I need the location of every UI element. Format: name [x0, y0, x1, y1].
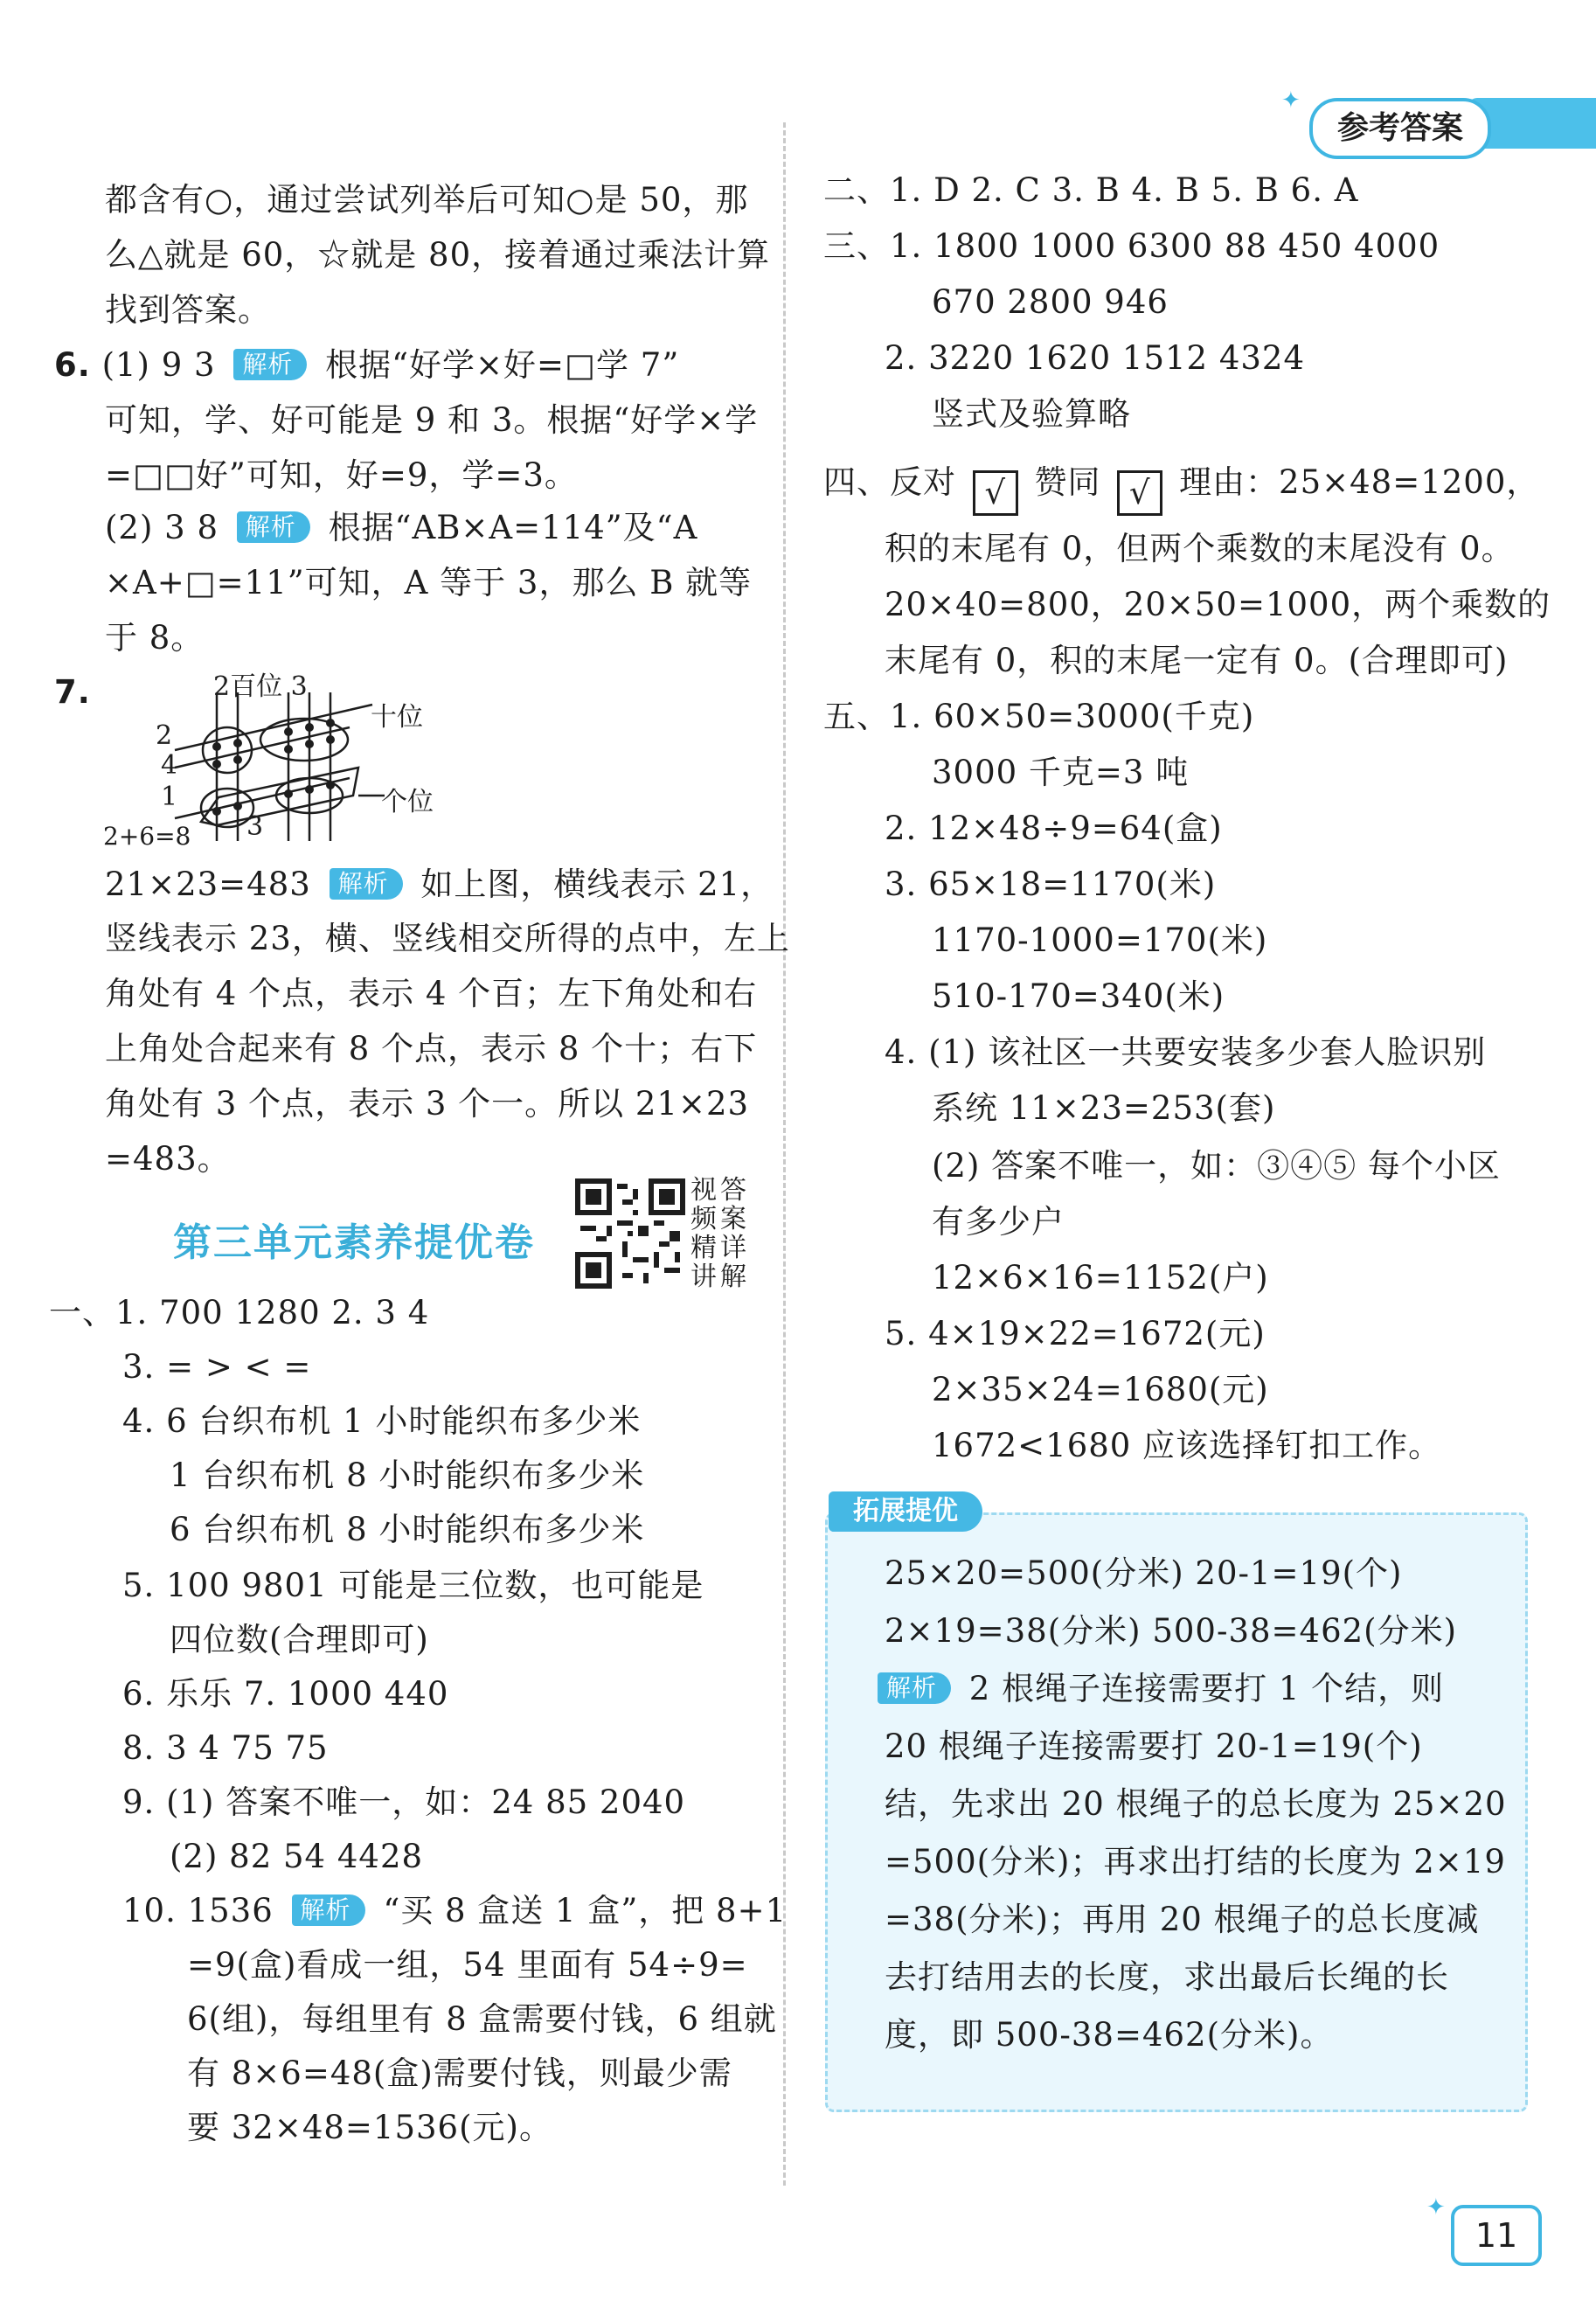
p1-line-5a: 5. 100 9801 可能是三位数，也可能是	[122, 1567, 704, 1604]
q6-line-1	[54, 344, 679, 386]
q6-p2-text: 根据“AB×A=114”及“A	[328, 509, 698, 546]
fig-units-label: 个位	[381, 787, 434, 817]
q6-line-4	[105, 507, 697, 549]
p1-line-5b: 四位数(合理即可)	[170, 1621, 429, 1658]
ext-line-6: =500(分米)；再求出打结的长度为 2×19	[885, 1843, 1506, 1881]
p3-line-3: 2. 3220 1620 1512 4324	[885, 339, 1305, 377]
p5-line-7: 4. (1) 该社区一共要安装多少套人脸识别	[885, 1033, 1487, 1071]
p5-line-8: 系统 11×23=253(套)	[932, 1089, 1276, 1127]
fig-left-2: 2	[156, 720, 173, 751]
q7-line-4: 上角处合起来有 8 个点，表示 8 个十；右下	[105, 1030, 758, 1067]
qr-caption-line: 频案	[690, 1204, 750, 1234]
q6-p1-head: (1) 9 3	[101, 346, 216, 384]
q6-line-3: =□□好”可知，好=9，学=3。	[105, 456, 578, 494]
analysis-tag: 解析	[292, 1894, 365, 1926]
qr-code[interactable]	[575, 1178, 685, 1289]
p4-line-3: 20×40=800，20×50=1000，两个乘数的	[885, 586, 1551, 623]
p5-line-9: (2) 答案不唯一，如：③④⑤ 每个小区	[932, 1147, 1501, 1185]
p4-reason: 理由：25×48=1200，	[1179, 463, 1540, 501]
p5-line-1: 五、1. 60×50=3000(千克)	[823, 698, 1255, 735]
ext-line-8: 去打结用去的长度，求出最后长绳的长	[885, 1958, 1449, 1996]
p1-line-3: 3. = > < =	[122, 1348, 312, 1386]
p1-line-10c: 6(组)，每组里有 8 盒需要付钱，6 组就	[187, 2000, 777, 2038]
fig-tens-label: 十位	[371, 702, 423, 733]
fig-bottom-eq: 2+6=8	[103, 822, 191, 851]
ext-text-3: 2 根绳子连接需要打 1 个结，则	[968, 1670, 1445, 1707]
q7-line-6: =483。	[105, 1140, 231, 1178]
p1-line-10d: 有 8×6=48(盒)需要付钱，则最少需	[187, 2054, 732, 2092]
p1-line-9b: (2) 82 54 4428	[170, 1838, 424, 1875]
p1-line-10	[122, 1890, 787, 1932]
left-line-3: 找到答案。	[105, 291, 271, 329]
extension-title: 拓展提优	[829, 1491, 982, 1532]
fig-left-4: 4	[161, 750, 178, 781]
p4-mid: 赞同	[1034, 463, 1101, 501]
p1-10-text: “买 8 盒送 1 盒”，把 8+1	[383, 1892, 788, 1929]
ext-line-2: 2×19=38(分米) 500-38=462(分米)	[885, 1612, 1458, 1650]
analysis-tag: 解析	[237, 511, 310, 543]
p5-line-12: 5. 4×19×22=1672(元)	[885, 1315, 1266, 1352]
p2-line: 二、1. D 2. C 3. B 4. B 5. B 6. A	[823, 171, 1359, 209]
p4-line-2: 积的末尾有 0，但两个乘数的末尾没有 0。	[885, 530, 1515, 567]
q6-line-6: 于 8。	[105, 619, 205, 657]
q6-number: 6.	[54, 346, 91, 384]
p5-line-5: 1170-1000=170(米)	[932, 921, 1268, 959]
fig-left-1: 1	[161, 782, 178, 812]
p1-line-4a: 4. 6 台织布机 1 小时能织布多少米	[122, 1402, 642, 1440]
fig-top-label: 2百位 3	[213, 671, 308, 702]
q7-text-1: 如上图，横线表示 21，	[420, 866, 774, 903]
p1-line-1: 一、1. 700 1280 2. 3 4	[49, 1294, 430, 1331]
header-title: 参考答案	[1309, 98, 1491, 159]
section-title: 第三单元素养提优卷	[173, 1220, 535, 1265]
q7-number: 7.	[54, 673, 91, 711]
q7-line-1	[105, 864, 774, 906]
p4-line-4: 末尾有 0，积的末尾一定有 0。(合理即可)	[885, 642, 1509, 679]
p1-line-6: 6. 乐乐 7. 1000 440	[122, 1675, 449, 1713]
p3-line-2: 670 2800 946	[932, 283, 1169, 321]
sparkle-icon: ✦	[1426, 2194, 1446, 2221]
ext-line-1: 25×20=500(分米) 20-1=19(个)	[885, 1554, 1403, 1592]
qr-caption-line: 精详	[690, 1233, 750, 1263]
q7-answer: 21×23=483	[105, 866, 311, 903]
q7-line-3: 角处有 4 个点，表示 4 个百；左下角处和右	[105, 975, 758, 1012]
p5-line-2: 3000 千克=3 吨	[932, 754, 1190, 791]
qr-caption-line: 讲解	[690, 1262, 750, 1292]
p5-line-10: 有多少户	[932, 1203, 1065, 1241]
p3-line-1: 三、1. 1800 1000 6300 88 450 4000	[823, 227, 1440, 265]
fig-bottom-3: 3	[246, 811, 264, 842]
p1-line-4b: 1 台织布机 8 小时能织布多少米	[170, 1456, 645, 1494]
analysis-tag: 解析	[878, 1672, 951, 1704]
analysis-tag: 解析	[330, 868, 403, 900]
q6-p1-text: 根据“好学×好=□学 7”	[325, 346, 680, 384]
q7-line-5: 角处有 3 个点，表示 3 个一。所以 21×23	[105, 1085, 750, 1123]
qr-code-svg	[575, 1178, 685, 1289]
p5-line-4: 3. 65×18=1170(米)	[885, 866, 1217, 903]
sparkle-icon: ✦	[1281, 87, 1301, 114]
p1-line-10e: 要 32×48=1536(元)。	[187, 2109, 552, 2146]
q7-line-2: 竖线表示 23，横、竖线相交所得的点中，左上	[105, 920, 790, 957]
ext-line-3	[871, 1668, 1444, 1710]
p1-line-9a: 9. (1) 答案不唯一，如：24 85 2040	[122, 1783, 686, 1821]
p3-line-4: 竖式及验算略	[932, 395, 1131, 433]
left-line-1: 都含有○，通过尝试列举后可知○是 50，那	[105, 181, 749, 219]
p1-10-head: 10. 1536	[122, 1892, 274, 1929]
p1-line-4c: 6 台织布机 8 小时能织布多少米	[170, 1511, 645, 1548]
analysis-tag: 解析	[233, 349, 307, 380]
column-divider	[783, 122, 786, 2186]
p1-line-10b: =9(盒)看成一组，54 里面有 54÷9=	[187, 1946, 748, 1984]
ext-line-4: 20 根绳子连接需要打 20-1=19(个)	[885, 1728, 1423, 1765]
p5-line-11: 12×6×16=1152(户)	[932, 1259, 1269, 1297]
p4-head: 四、反对	[823, 463, 956, 501]
p5-line-3: 2. 12×48÷9=64(盒)	[885, 810, 1223, 847]
left-line-2: 么△就是 60，☆就是 80，接着通过乘法计算	[105, 236, 771, 274]
p5-line-13: 2×35×24=1680(元)	[932, 1371, 1269, 1408]
checkbox-agree: √	[1117, 470, 1162, 516]
ext-line-7: =38(分米)；再用 20 根绳子的总长度减	[885, 1901, 1480, 1938]
qr-caption-line: 视答	[690, 1175, 750, 1206]
ext-line-9: 度，即 500-38=462(分米)。	[885, 2016, 1334, 2054]
checkbox-oppose: √	[973, 470, 1018, 516]
p4-line-1	[823, 462, 1539, 516]
ext-line-5: 结，先求出 20 根绳子的总长度为 25×20	[885, 1785, 1507, 1823]
q6-p2-head: (2) 3 8	[105, 509, 219, 546]
q6-line-2: 可知，学、好可能是 9 和 3。根据“好学×学	[105, 401, 759, 439]
page-number: 11	[1451, 2205, 1542, 2266]
p5-line-6: 510-170=340(米)	[932, 977, 1225, 1015]
q6-line-5: ×A+□=11”可知，A 等于 3，那么 B 就等	[105, 564, 753, 601]
p5-line-14: 1672<1680 应该选择钉扣工作。	[932, 1427, 1442, 1464]
p1-line-8: 8. 3 4 75 75	[122, 1729, 329, 1767]
qr-caption	[690, 1176, 760, 1291]
